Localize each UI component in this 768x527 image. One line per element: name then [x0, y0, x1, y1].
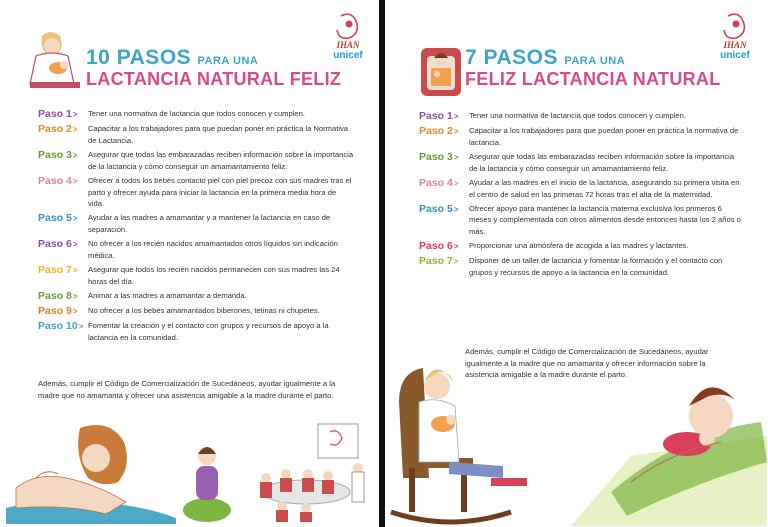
meeting-illustration [248, 420, 374, 524]
right-page [385, 0, 768, 527]
mother-lying-illustration [6, 418, 176, 524]
list-item: Paso 7> Disponer de un taller de lactancia y fomentar la formación y el contacto con grupos y recursos de apoyo a la lactancia en la comunidad. [419, 255, 723, 278]
list-item: Paso 6> No ofrecer a los recién nacidos amamantados otros líquidos sin indicación médica. [38, 238, 338, 260]
right-header [385, 0, 768, 100]
list-item: Paso 2> Capacitar a los trabajadores para que puedan poner en práctica la Normativa de Lactancia. [38, 123, 349, 145]
right-note: Además, cumplir el Código de Comercialización de Sucedáneos, ayudar igualmente a la madre que no amamanta y ofrecer información sobre la asistencia amigable a la madre durante el parto. [465, 347, 709, 379]
left-title-small: PARA UNA [197, 55, 259, 67]
list-item: Paso 3> Asegurar que todas las embarazadas reciben información sobre la importancia de la lactancia y cómo conseguir un amamantamiento feliz. [38, 148, 354, 171]
ihan-text: IHAN [723, 40, 747, 50]
ihan-text: IHAN [336, 40, 360, 50]
right-steps-list [419, 110, 743, 281]
mother-breastfeeding-illustration [28, 28, 84, 90]
list-item: Paso 5> Ayudar a las madres a amamantar y a mantener la lactancia en caso de separación. [38, 212, 331, 235]
list-item: Paso 10> Fomentar la creación y el contacto con grupos y recursos de apoyo a la lactancia en la comunidad. [38, 320, 329, 342]
unicef-text: unicef [333, 50, 363, 61]
right-title-main: FELIZ LACTANCIA NATURAL [465, 69, 721, 89]
ihan-logo-icon [333, 12, 363, 40]
left-title-number: 10 PASOS PARA UNA [86, 46, 259, 69]
list-item: Paso 3> Asegurar que todas las embarazadas reciben información sobre la importancia de la lactancia y cómo conseguir un amamantamiento feliz. [419, 150, 735, 173]
ihan-logo-icon [720, 12, 750, 40]
list-item: Paso 9> No ofrecer a los bebés amamantados biberones, tetinas ni chupetes. [38, 304, 320, 317]
mother-armchair-illustration [419, 42, 463, 98]
exercise-ball-illustration [178, 432, 236, 524]
unicef-text: unicef [720, 50, 750, 61]
list-item: Paso 6> Proporcionar una atmósfera de acogida a las madres y lactantes. [419, 240, 689, 253]
left-page [0, 0, 379, 527]
list-item: Paso 5> Ofrecer apoyo para mantener la lactancia materna exclusiva los primeros 6 meses y complementada con otros alimentos desde entonces hasta los 2 años o más. [419, 202, 741, 237]
right-title-small: PARA UNA [564, 55, 626, 67]
list-item: Paso 1> Tener una normativa de lactancia que todos conocen y cumplen. [419, 110, 686, 122]
left-steps-list [38, 108, 354, 346]
right-title-number: 7 PASOS PARA UNA [465, 46, 626, 69]
left-header [0, 0, 379, 100]
left-title-main: LACTANCIA NATURAL FELIZ [86, 69, 342, 89]
mother-baby-lying-illustration [571, 372, 767, 526]
left-note: Además, cumplir el Código de Comercialización de Sucedáneos, ayudar igualmente a la madre que no amamanta y ofrecer una asistencia amigable a la madre durante el parto. [38, 379, 336, 400]
list-item: Paso 8> Animar a las madres a amamantar a demanda. [38, 289, 247, 302]
list-item: Paso 1> Tener una normativa de lactancia que todos conocen y cumplen. [38, 108, 305, 120]
right-logo [711, 12, 759, 61]
list-item: Paso 4> Ayudar a las madres en el inicio de la lactancia, asegurando su primera visita en el centro de salud en las primeras 72 horas tras el alta de la maternidad. [419, 176, 740, 199]
list-item: Paso 2> Capacitar a los trabajadores para que puedan poner en práctica la normativa de lactancia. [419, 125, 739, 147]
list-item: Paso 7> Asegurar que todos los recién nacidos permanecen con sus madres las 24 horas del día. [38, 263, 340, 286]
list-item: Paso 4> Ofrecer a todos los bebés contacto piel con piel precoz con sus madres tras el parto y ofrecer ayuda para iniciar la lactancia en la primera media hora de vida. [38, 174, 352, 209]
mother-rocking-chair-illustration [389, 362, 539, 526]
left-logo [324, 12, 372, 61]
